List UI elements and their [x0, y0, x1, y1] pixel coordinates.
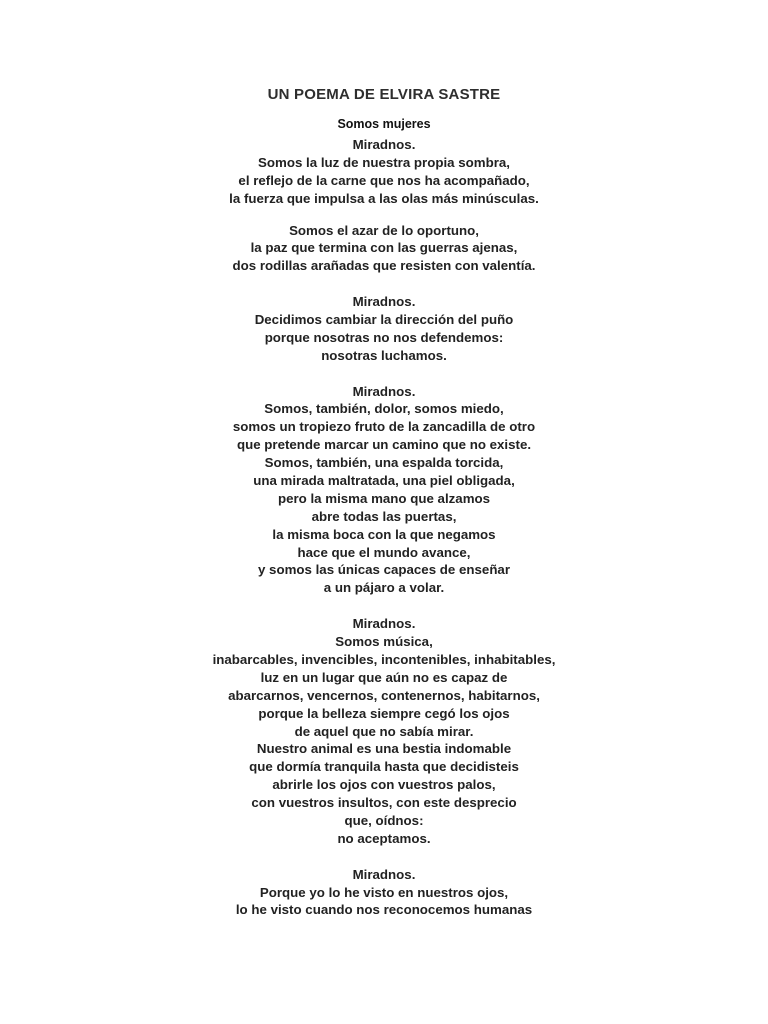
- poem-line: inabarcables, invencibles, incontenibles, inhabitables,: [212, 651, 556, 667]
- poem-line: abarcarnos, vencernos, contenernos, habitarnos,: [228, 687, 540, 703]
- stanza: [0, 136, 768, 208]
- poem-line: porque nosotras no nos defendemos:: [264, 329, 504, 345]
- stanza-gap: [0, 275, 768, 293]
- poem-line: lo he visto cuando nos reconocemos humanas: [235, 902, 533, 918]
- poem-line: pero la misma mano que alzamos: [277, 490, 491, 506]
- page-title: UN POEMA DE ELVIRA SASTRE: [267, 86, 501, 103]
- poem-line: Decidimos cambiar la dirección del puño: [254, 312, 514, 328]
- poem-line: Somos, también, una espalda torcida,: [264, 455, 504, 471]
- poem-line: Miradnos.: [352, 137, 416, 152]
- poem-line: luz en un lugar que aún no es capaz de: [260, 669, 508, 685]
- stanza: [0, 866, 768, 920]
- poem-line: hace que el mundo avance,: [297, 544, 471, 560]
- poem-line: Miradnos.: [352, 616, 416, 632]
- poem-line: Porque yo lo he visto en nuestros ojos,: [259, 884, 509, 900]
- poem-line: la fuerza que impulsa a las olas más minúsculas.: [229, 190, 539, 206]
- stanza: [0, 383, 768, 598]
- poem-line: somos un tropiezo fruto de la zancadilla de otro: [232, 419, 536, 435]
- poem-line: a un pájaro a volar.: [323, 580, 445, 596]
- stanza-gap: [0, 365, 768, 383]
- stanza-gap: [0, 208, 768, 222]
- poem-body: [0, 136, 768, 919]
- poem-line: Somos la luz de nuestra propia sombra,: [258, 154, 510, 170]
- poem-line: Miradnos.: [352, 383, 416, 399]
- poem-line: Miradnos.: [352, 866, 416, 882]
- poem-line: que, oídnos:: [344, 812, 424, 828]
- poem-line: abre todas las puertas,: [311, 508, 457, 524]
- poem-line: una mirada maltratada, una piel obligada,: [253, 473, 515, 489]
- stanza: [0, 293, 768, 365]
- stanza: [0, 222, 768, 276]
- poem-line: que dormía tranquila hasta que decidisteis: [249, 759, 519, 775]
- poem-line: nosotras luchamos.: [321, 347, 447, 363]
- poem-line: porque la belleza siempre cegó los ojos: [258, 705, 510, 721]
- poem-line: y somos las únicas capaces de enseñar: [257, 562, 511, 578]
- poem-line: Miradnos.: [352, 294, 416, 310]
- poem-line: la paz que termina con las guerras ajenas,: [250, 240, 518, 256]
- poem-line: Somos, también, dolor, somos miedo,: [264, 401, 504, 417]
- poem-line: dos rodillas arañadas que resisten con valentía.: [232, 258, 536, 274]
- poem-line: la misma boca con la que negamos: [272, 526, 496, 542]
- stanza-gap: [0, 597, 768, 615]
- stanza-gap: [0, 848, 768, 866]
- poem-line: de aquel que no sabía mirar.: [294, 723, 474, 739]
- stanza: [0, 615, 768, 848]
- poem-line: abrirle los ojos con vuestros palos,: [272, 777, 496, 793]
- poem-line: el reflejo de la carne que nos ha acompañado,: [238, 172, 530, 188]
- poem-subtitle: Somos mujeres: [337, 117, 431, 131]
- poem-line: Somos el azar de lo oportuno,: [289, 222, 479, 238]
- poem-line: con vuestros insultos, con este desprecio: [251, 795, 517, 811]
- poem-line: que pretende marcar un camino que no existe.: [236, 437, 532, 453]
- poem-line: no aceptamos.: [337, 830, 431, 846]
- poem-line: Somos música,: [335, 634, 433, 650]
- poem-line: Nuestro animal es una bestia indomable: [256, 741, 512, 757]
